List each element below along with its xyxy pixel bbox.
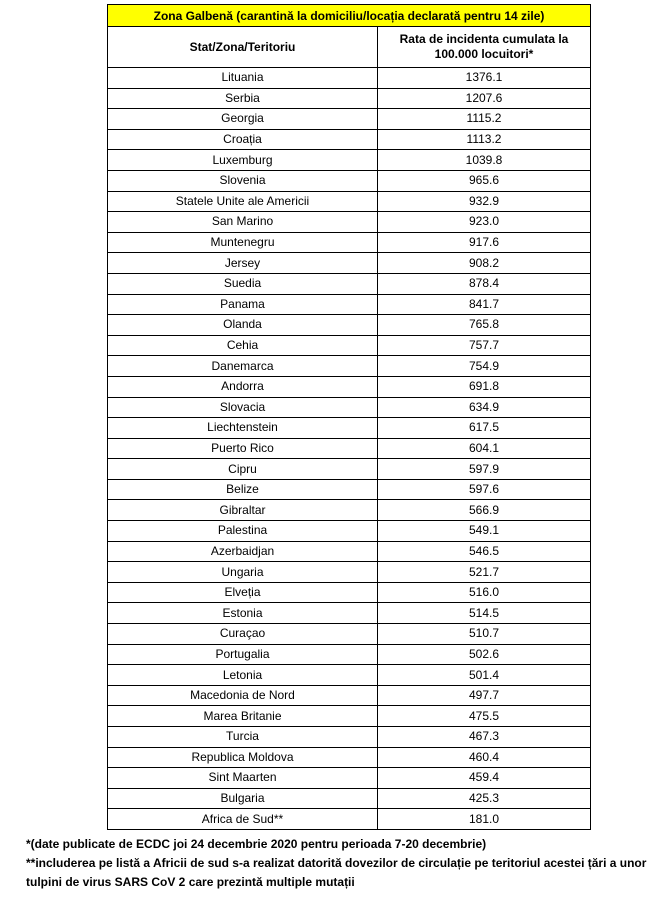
table-row — [108, 129, 591, 150]
territory-name: Africa de Sud** — [108, 809, 378, 830]
table-row — [108, 706, 591, 727]
territory-name: Suedia — [108, 273, 378, 294]
territory-name: Statele Unite ale Americii — [108, 191, 378, 212]
incidence-rate: 467.3 — [378, 727, 591, 748]
territory-name: Andorra — [108, 376, 378, 397]
table-header-row — [108, 27, 591, 68]
table-row — [108, 438, 591, 459]
territory-name: Gibraltar — [108, 500, 378, 521]
incidence-rate: 1207.6 — [378, 88, 591, 109]
table-row — [108, 809, 591, 830]
territory-name: Jersey — [108, 253, 378, 274]
territory-name: Elveția — [108, 582, 378, 603]
territory-name: Lituania — [108, 68, 378, 89]
incidence-rate: 475.5 — [378, 706, 591, 727]
incidence-rate: 1376.1 — [378, 68, 591, 89]
incidence-rate: 181.0 — [378, 809, 591, 830]
territory-name: Puerto Rico — [108, 438, 378, 459]
table-row — [108, 315, 591, 336]
incidence-rate: 634.9 — [378, 397, 591, 418]
incidence-rate: 459.4 — [378, 768, 591, 789]
incidence-rate: 691.8 — [378, 376, 591, 397]
table-row — [108, 212, 591, 233]
territory-name: Bulgaria — [108, 788, 378, 809]
table-title: Zona Galbenă (carantină la domiciliu/locația declarată pentru 14 zile) — [108, 5, 591, 27]
incidence-rate: 617.5 — [378, 418, 591, 439]
incidence-rate: 923.0 — [378, 212, 591, 233]
incidence-rate: 549.1 — [378, 521, 591, 542]
incidence-rate: 841.7 — [378, 294, 591, 315]
table-row — [108, 541, 591, 562]
territory-name: Slovacia — [108, 397, 378, 418]
table-row — [108, 294, 591, 315]
incidence-rate: 1039.8 — [378, 150, 591, 171]
incidence-rate: 765.8 — [378, 315, 591, 336]
footnote-south-africa: **includerea pe listă a Africii de sud s-a realizat datorită dovezilor de circulație pe teritoriul acestei țări a unor tulpini de virus SARS CoV 2 care prezintă multiple mutații — [26, 856, 647, 889]
table-row — [108, 521, 591, 542]
territory-name: Curaçao — [108, 624, 378, 645]
incidence-header-line1: Rata de incidenta cumulata la — [399, 32, 569, 46]
territory-name: Croația — [108, 129, 378, 150]
incidence-rate: 460.4 — [378, 747, 591, 768]
incidence-rate: 521.7 — [378, 562, 591, 583]
territory-name: Olanda — [108, 315, 378, 336]
territory-name: Turcia — [108, 727, 378, 748]
table-row — [108, 273, 591, 294]
territory-name: Republica Moldova — [108, 747, 378, 768]
incidence-rate: 1113.2 — [378, 129, 591, 150]
table-row — [108, 376, 591, 397]
table-row — [108, 582, 591, 603]
territory-name: Danemarca — [108, 356, 378, 377]
table-row — [108, 562, 591, 583]
table-row — [108, 644, 591, 665]
table-row — [108, 356, 591, 377]
incidence-rate: 425.3 — [378, 788, 591, 809]
incidence-rate: 497.7 — [378, 685, 591, 706]
territory-name: Liechtenstein — [108, 418, 378, 439]
territory-name: Slovenia — [108, 170, 378, 191]
incidence-rate: 932.9 — [378, 191, 591, 212]
column-header-territory: Stat/Zona/Teritoriu — [108, 27, 378, 68]
table-row — [108, 603, 591, 624]
incidence-rate: 917.6 — [378, 232, 591, 253]
incidence-rate: 604.1 — [378, 438, 591, 459]
table-row — [108, 768, 591, 789]
table-row — [108, 459, 591, 480]
incidence-rate: 754.9 — [378, 356, 591, 377]
territory-name: Azerbaidjan — [108, 541, 378, 562]
territory-name: Panama — [108, 294, 378, 315]
table-title-row — [108, 5, 591, 27]
incidence-rate: 597.6 — [378, 479, 591, 500]
territory-name: Macedonia de Nord — [108, 685, 378, 706]
incidence-rate: 878.4 — [378, 273, 591, 294]
incidence-rate: 908.2 — [378, 253, 591, 274]
incidence-rate: 546.5 — [378, 541, 591, 562]
incidence-rate: 510.7 — [378, 624, 591, 645]
territory-name: Sint Maarten — [108, 768, 378, 789]
table-row — [108, 232, 591, 253]
territory-name: Georgia — [108, 109, 378, 130]
table-row — [108, 88, 591, 109]
incidence-rate: 1115.2 — [378, 109, 591, 130]
table-row — [108, 150, 591, 171]
table-row — [108, 170, 591, 191]
incidence-rate: 566.9 — [378, 500, 591, 521]
incidence-rate: 516.0 — [378, 582, 591, 603]
incidence-rate: 965.6 — [378, 170, 591, 191]
table-row — [108, 109, 591, 130]
table-row — [108, 747, 591, 768]
territory-name: Marea Britanie — [108, 706, 378, 727]
territory-name: Palestina — [108, 521, 378, 542]
table-row — [108, 397, 591, 418]
incidence-header-line2: 100.000 locuitori* — [434, 47, 534, 61]
territory-name: Cipru — [108, 459, 378, 480]
territory-name: Ungaria — [108, 562, 378, 583]
territory-name: Estonia — [108, 603, 378, 624]
territory-name: Belize — [108, 479, 378, 500]
table-row — [108, 418, 591, 439]
incidence-rate: 501.4 — [378, 665, 591, 686]
territory-name: Serbia — [108, 88, 378, 109]
territory-name: Portugalia — [108, 644, 378, 665]
incidence-rate: 757.7 — [378, 335, 591, 356]
table-row — [108, 253, 591, 274]
incidence-rate: 597.9 — [378, 459, 591, 480]
yellow-zone-table — [107, 4, 591, 830]
territory-name: Letonia — [108, 665, 378, 686]
table-row — [108, 68, 591, 89]
table-row — [108, 727, 591, 748]
table-row — [108, 335, 591, 356]
incidence-rate: 514.5 — [378, 603, 591, 624]
column-header-incidence — [378, 27, 591, 68]
table-row — [108, 500, 591, 521]
table-row — [108, 788, 591, 809]
table-row — [108, 191, 591, 212]
footnote-source: *(date publicate de ECDC joi 24 decembrie 2020 pentru perioada 7-20 decembrie) — [26, 837, 487, 851]
territory-name: Muntenegru — [108, 232, 378, 253]
table-row — [108, 685, 591, 706]
territory-name: San Marino — [108, 212, 378, 233]
territory-name: Cehia — [108, 335, 378, 356]
territory-name: Luxemburg — [108, 150, 378, 171]
table-row — [108, 479, 591, 500]
table-row — [108, 624, 591, 645]
table-row — [108, 665, 591, 686]
incidence-rate: 502.6 — [378, 644, 591, 665]
